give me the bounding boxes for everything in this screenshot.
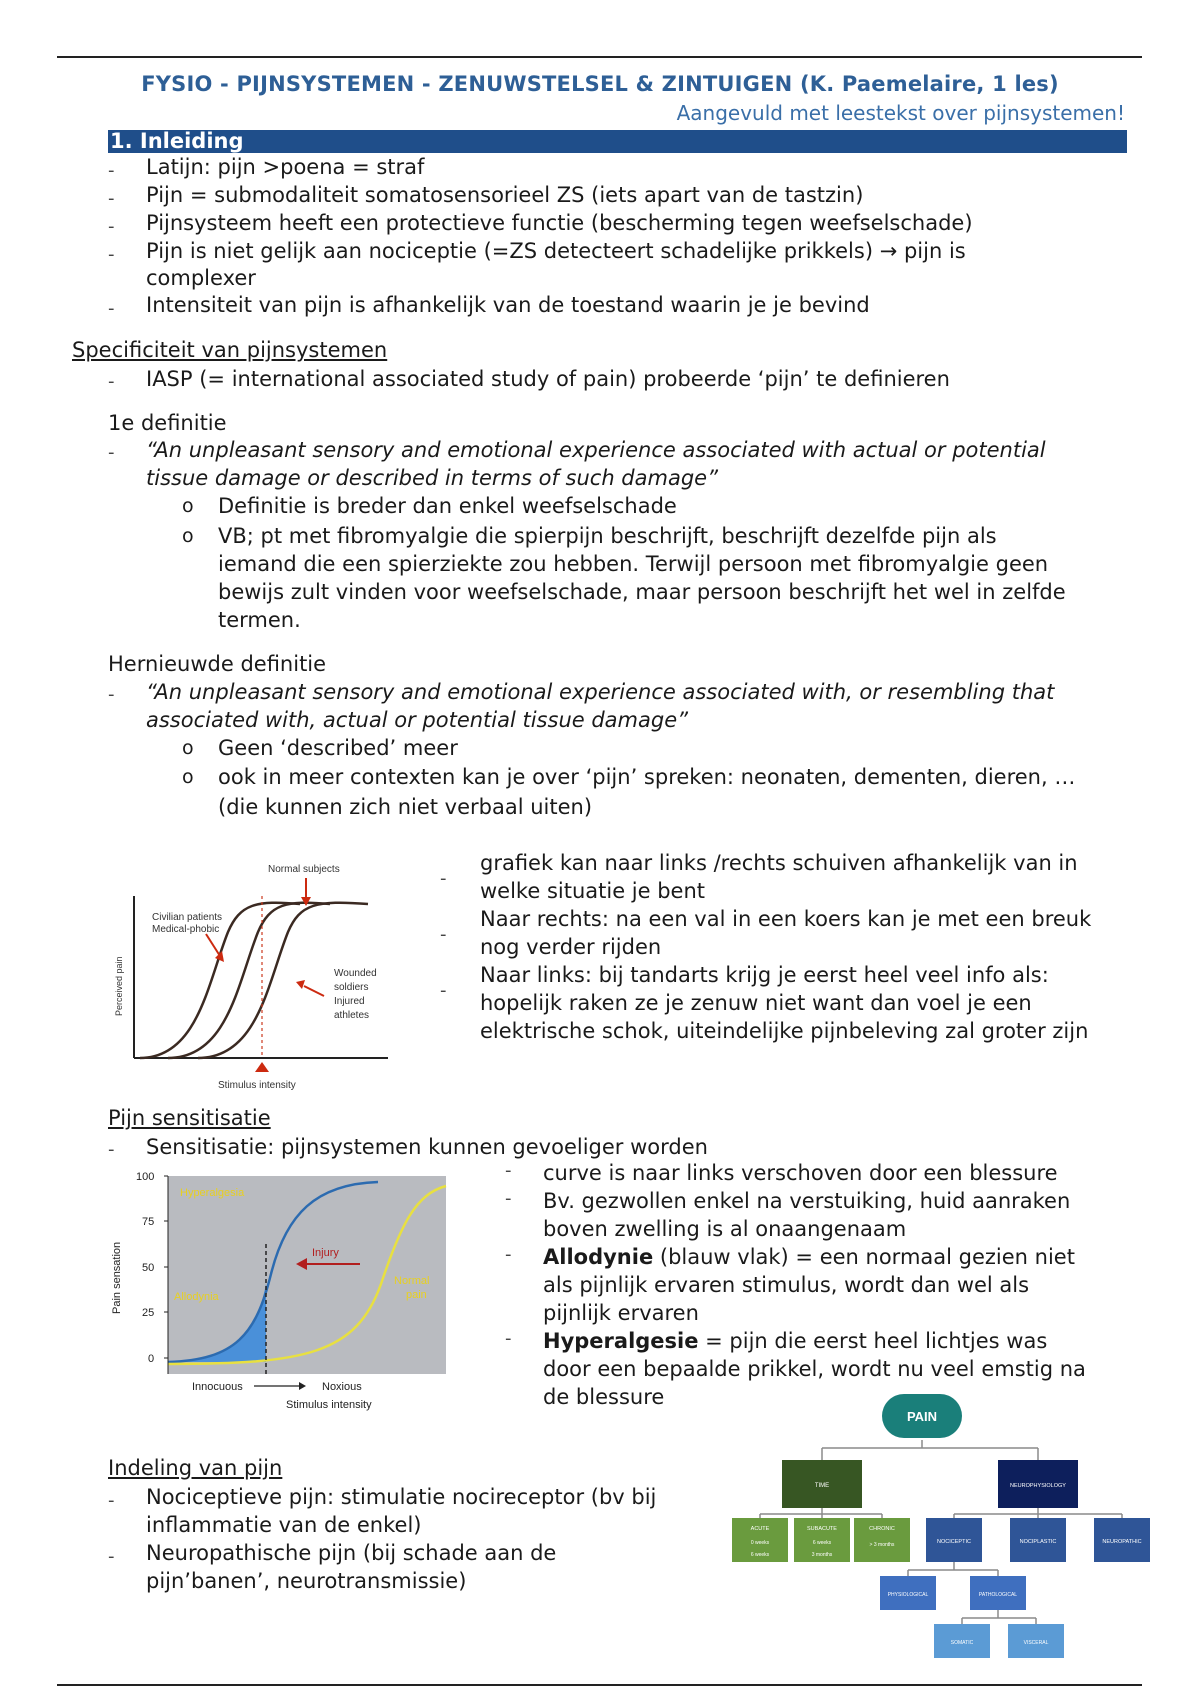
- node-neurophysiology-label: NEUROPHYSIOLOGY: [1010, 1483, 1066, 1489]
- x-axis-label: Stimulus intensity: [218, 1080, 296, 1091]
- list-item: Neuropathische pijn (bij schade aan de: [146, 1541, 557, 1565]
- list-item: Latijn: pijn >poena = straf: [146, 155, 425, 179]
- arrow-right-icon: [299, 1382, 306, 1390]
- svg-text:CHRONIC: CHRONIC: [869, 1526, 895, 1532]
- pain-perception-graph: [108, 852, 408, 1094]
- bullet-dash: -: [108, 298, 115, 319]
- sub-item-continuation: iemand die een spierziekte zou hebben. Terwijl persoon met fibromyalgie geen: [218, 552, 1049, 576]
- civilian-arrow: [206, 934, 220, 956]
- svg-text:PATHOLOGICAL: PATHOLOGICAL: [978, 1592, 1018, 1598]
- sub-item-continuation: (die kunnen zich niet verbaal uiten): [218, 795, 593, 819]
- quote-line: “An unpleasant sensory and emotional experience associated with, or resembling that: [146, 680, 1055, 704]
- sub-item: Geen ‘described’ meer: [218, 736, 458, 760]
- label-normal: Normal subjects: [268, 864, 340, 875]
- bullet-o: o: [182, 525, 194, 547]
- bullet-o: o: [182, 737, 194, 759]
- svg-text:PHYSIOLOGICAL: PHYSIOLOGICAL: [887, 1592, 929, 1598]
- list-item: Hyperalgesie = pijn die eerst heel lichtjes was: [543, 1329, 1048, 1353]
- list-item: Sensitisatie: pijnsystemen kunnen gevoeliger worden: [146, 1135, 708, 1159]
- label-civilian: Medical-phobic: [152, 924, 220, 935]
- list-item-continuation: welke situatie je bent: [480, 879, 706, 903]
- svg-text:SOMATIC: SOMATIC: [950, 1640, 974, 1646]
- y-tick-label: 50: [142, 1262, 155, 1274]
- heading-definitie-2: Hernieuwde definitie: [108, 652, 327, 676]
- bullet-dash: -: [108, 216, 115, 237]
- bullet-dash: -: [108, 244, 115, 265]
- list-item: Pijn is niet gelijk aan nociceptie (=ZS detecteert schadelijke prikkels) → pijn is: [146, 239, 966, 263]
- list-item: IASP (= international associated study of pain) probeerde ‘pijn’ te definieren: [146, 367, 950, 391]
- list-item: Bv. gezwollen enkel na verstuiking, huid aanraken: [543, 1189, 1071, 1213]
- node-time-label: TIME: [814, 1483, 830, 1489]
- list-item-continuation: boven zwelling is al onaangenaam: [543, 1217, 907, 1241]
- list-item: curve is naar links verschoven door een blessure: [543, 1161, 1058, 1185]
- y-axis-label: Perceived pain: [114, 956, 124, 1016]
- svg-text:6 weeks: 6 weeks: [750, 1552, 770, 1558]
- svg-text:6 weeks: 6 weeks: [812, 1540, 832, 1546]
- node-chronic: [854, 1518, 910, 1562]
- arrow-head-icon: [301, 897, 311, 906]
- x-axis-label: Stimulus intensity: [286, 1399, 372, 1411]
- sub-item: Definitie is breder dan enkel weefselschade: [218, 494, 677, 518]
- list-item-continuation: inflammatie van de enkel): [146, 1513, 422, 1537]
- arrow-head-icon: [296, 980, 305, 989]
- y-tick-label: 25: [142, 1307, 155, 1319]
- list-item: Naar rechts: na een val in een koers kan je met een breuk: [480, 907, 1092, 931]
- list-item-continuation: door een bepaalde prikkel, wordt nu veel emstig na: [543, 1357, 1086, 1381]
- quote-line: tissue damage or described in terms of such damage”: [146, 466, 718, 490]
- term-allodynie: Allodynie: [543, 1245, 654, 1269]
- top-rule: [57, 56, 1142, 58]
- sensitisation-graph: [106, 1164, 456, 1412]
- y-tick-label: 0: [148, 1353, 155, 1365]
- label-wounded: Injured: [334, 996, 365, 1007]
- svg-text:> 3 months: > 3 months: [869, 1542, 895, 1548]
- y-tick-label: 75: [142, 1216, 155, 1228]
- bullet-dash: -: [108, 1546, 115, 1567]
- list-item-continuation: nog verder rijden: [480, 935, 662, 959]
- term-hyperalgesie: Hyperalgesie: [543, 1329, 699, 1353]
- svg-text:NOCICEPTIC: NOCICEPTIC: [937, 1539, 971, 1545]
- quote-line: “An unpleasant sensory and emotional experience associated with actual or potential: [146, 438, 1046, 462]
- svg-text:3 months: 3 months: [811, 1552, 833, 1558]
- y-axis-label: Pain sensation: [111, 1241, 123, 1314]
- heading-sensitisatie: Pijn sensitisatie: [108, 1106, 271, 1130]
- bullet-dash: -: [108, 442, 115, 463]
- page-subtitle: Aangevuld met leestekst over pijnsystemen!: [676, 101, 1125, 125]
- list-item: Pijnsysteem heeft een protectieve functie (bescherming tegen weefselschade): [146, 211, 973, 235]
- svg-text:VISCERAL: VISCERAL: [1023, 1640, 1049, 1646]
- sub-item: ook in meer contexten kan je over ‘pijn’ spreken: neonaten, dementen, dieren, …: [218, 765, 1076, 789]
- x-label-innocuous: Innocuous: [192, 1381, 243, 1393]
- heading-definitie-1: 1e definitie: [108, 411, 227, 435]
- label-allodynia: Allodynia: [174, 1291, 219, 1303]
- svg-text:ACUTE: ACUTE: [750, 1526, 770, 1532]
- list-item-continuation: als pijnlijk ervaren stimulus, wordt dan wel als: [543, 1273, 1030, 1297]
- section-heading-inleiding: 1. Inleiding: [108, 130, 1127, 153]
- pain-classification-tree: [730, 1390, 1155, 1665]
- list-item-continuation: hopelijk raken ze je zenuw niet want dan voel je een: [480, 991, 1032, 1015]
- curve-wounded: [198, 903, 368, 1058]
- bullet-dash: -: [108, 684, 115, 705]
- list-item: Naar links: bij tandarts krijg je eerst heel veel info als:: [480, 963, 1049, 987]
- bullet-dash: -: [108, 371, 115, 392]
- label-normal-pain: Normal: [394, 1275, 430, 1287]
- label-civilian: Civilian patients: [152, 912, 223, 923]
- list-item-continuation: pijn’banen’, neurotransmissie): [146, 1569, 467, 1593]
- bullet-dash: -: [108, 188, 115, 209]
- label-hyperalgesia: Hyperalgesia: [180, 1187, 245, 1199]
- node-pain-label: PAIN: [906, 1409, 938, 1424]
- label-wounded: soldiers: [334, 982, 369, 993]
- page-title: FYSIO - PIJNSYSTEMEN - ZENUWSTELSEL & ZINTUIGEN (K. Paemelaire, 1 les): [141, 72, 1059, 96]
- svg-text:0 weeks: 0 weeks: [750, 1540, 770, 1546]
- label-wounded: Wounded: [334, 968, 377, 979]
- bullet-dash: -: [108, 1490, 115, 1511]
- svg-text:SUBACUTE: SUBACUTE: [807, 1526, 837, 1532]
- stimulus-arrow-icon: [255, 1062, 269, 1072]
- bullet-o: o: [182, 766, 194, 788]
- list-item: grafiek kan naar links /rechts schuiven afhankelijk van in: [480, 851, 1078, 875]
- bottom-rule: [57, 1684, 1142, 1686]
- wounded-arrow: [304, 986, 324, 996]
- label-injury: Injury: [312, 1247, 339, 1259]
- list-item-continuation: elektrische schok, uiteindelijke pijnbeleving zal groter zijn: [480, 1019, 1089, 1043]
- list-item: Nociceptieve pijn: stimulatie nocireceptor (bv bij: [146, 1485, 657, 1509]
- list-item-continuation: complexer: [146, 266, 256, 290]
- label-wounded: athletes: [334, 1010, 370, 1021]
- list-item-continuation: pijnlijk ervaren: [543, 1301, 699, 1325]
- list-item: Intensiteit van pijn is afhankelijk van de toestand waarin je je bevind: [146, 293, 870, 317]
- sub-item-continuation: termen.: [218, 608, 301, 632]
- svg-text:NEUROPATHIC: NEUROPATHIC: [1102, 1539, 1142, 1545]
- list-item: Pijn = submodaliteit somatosensorieel ZS (iets apart van de tastzin): [146, 183, 864, 207]
- bullet-dash: -: [108, 160, 115, 181]
- svg-text:NOCIPLASTIC: NOCIPLASTIC: [1019, 1539, 1057, 1545]
- y-tick-label: 100: [136, 1171, 155, 1183]
- bullet-dash: -: [108, 1139, 115, 1160]
- list-item-continuation: de blessure: [543, 1385, 665, 1409]
- label-normal-pain: pain: [406, 1289, 427, 1301]
- heading-specificiteit: Specificiteit van pijnsystemen: [72, 338, 388, 362]
- bullet-o: o: [182, 495, 194, 517]
- quote-line: associated with, actual or potential tissue damage”: [146, 708, 689, 732]
- x-label-noxious: Noxious: [322, 1381, 362, 1393]
- sub-item-continuation: bewijs zult vinden voor weefselschade, maar persoon beschrijft het wel in zelfde: [218, 580, 1066, 604]
- list-item: Allodynie (blauw vlak) = een normaal gezien niet: [543, 1245, 1075, 1269]
- heading-indeling: Indeling van pijn: [108, 1456, 283, 1480]
- sub-item: VB; pt met fibromyalgie die spierpijn beschrijft, beschrijft dezelfde pijn als: [218, 524, 997, 548]
